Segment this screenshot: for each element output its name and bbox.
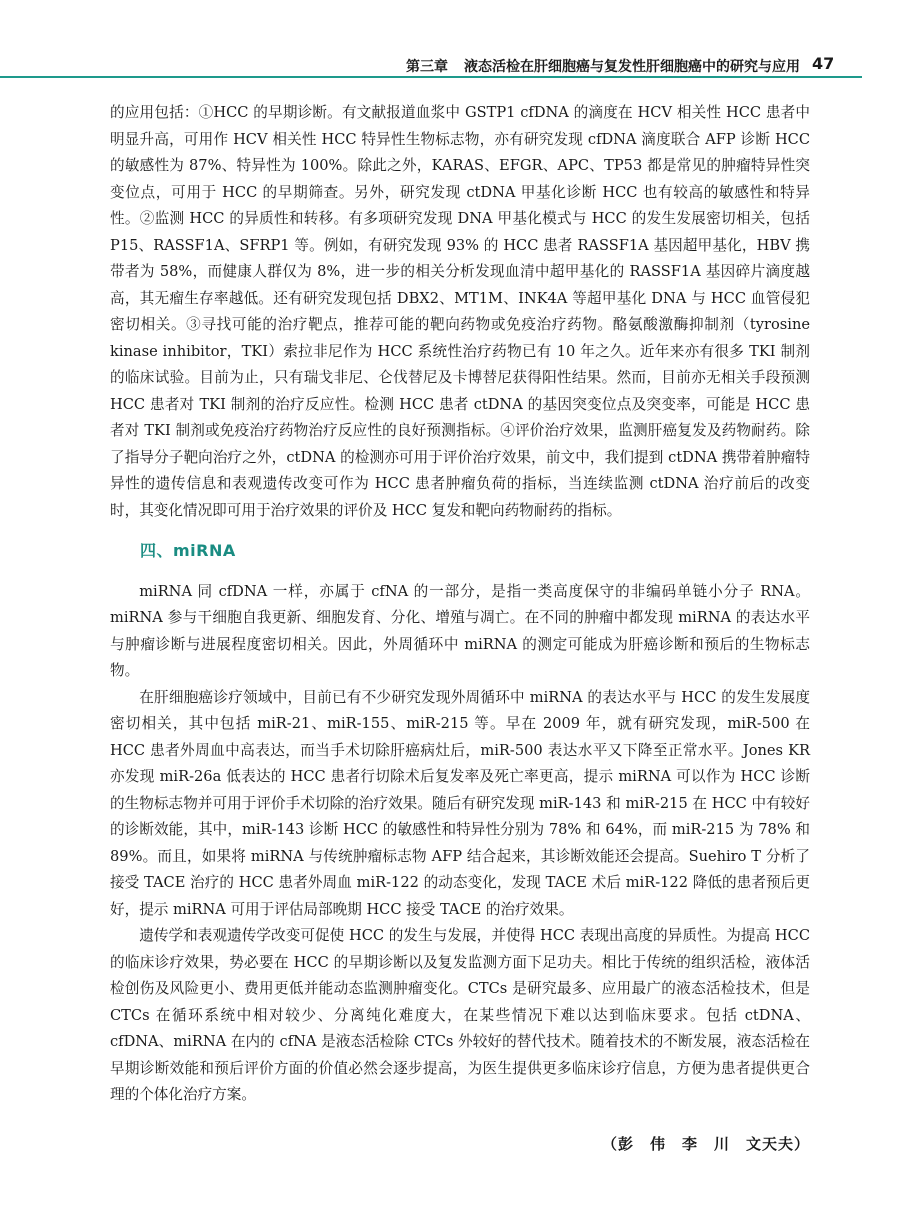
chapter-title: 液态活检在肝细胞癌与复发性肝细胞癌中的研究与应用 bbox=[464, 59, 800, 75]
running-head bbox=[200, 56, 800, 76]
header-rule bbox=[0, 76, 862, 78]
paragraph: 遗传学和表观遗传学改变可促使 HCC 的发生与发展，并使得 HCC 表现出高度的异质性。为提高 HCC 的临床诊疗效果，势必要在 HCC 的早期诊断以及复发监测方面下足功夫。相比于传统的组织活检，液体活检创伤及风险更小、费用更低并能动态监测肿瘤变化。CTCs 是研究最多、应用最广的液态活检技术，但是 CTCs 在循环系统中相对较少、分离纯化难度大，在某些情况下难以达到临床要求。包括 ctDNA、cfDNA、miRNA 在内的 cfNA 是液态活检除 CTCs 外较好的替代技术。随着技术的不断发展，液态活检在早期诊断效能和预后评价方面的价值必然会逐步提高，为医生提供更多临床诊疗信息，方便为患者提供更合理的个体化治疗方案。 bbox=[110, 927, 810, 1103]
page-header bbox=[0, 0, 900, 78]
body-text bbox=[110, 100, 810, 1157]
author-credits: （彭 伟 李 川 文天夫） bbox=[601, 1134, 810, 1153]
chapter-label: 第三章 bbox=[406, 59, 448, 75]
paragraph: miRNA 同 cfDNA 一样，亦属于 cfNA 的一部分，是指一类高度保守的非编码单链小分子 RNA。miRNA 参与干细胞自我更新、细胞发育、分化、增殖与凋亡。在不同的肿瘤中都发现 miRNA 的表达水平与肿瘤诊断与进展程度密切相关。因此，外周循环中 miRNA 的测定可能成为肝癌诊断和预后的生物标志物。 bbox=[110, 582, 810, 679]
page-number: 47 bbox=[812, 54, 835, 73]
section-heading: 四、miRNA bbox=[140, 541, 236, 560]
paragraph: 在肝细胞癌诊疗领域中，目前已有不少研究发现外周循环中 miRNA 的表达水平与 HCC 的发生发展度密切相关，其中包括 miR-21、miR-155、miR-215 等。早在 2009 年，就有研究发现，miR-500 在 HCC 患者外周血中高表达，而当手术切除肝癌病灶后，miR-500 表达水平又下降至正常水平。Jones KR 亦发现 miR-26a 低表达的 HCC 患者行切除术后复发率及死亡率更高，提示 miRNA 可以作为 HCC 诊断的生物标志物并可用于评价手术切除的治疗效果。随后有研究发现 miR-143 和 miR-215 在 HCC 中有较好的诊断效能，其中，miR-143 诊断 HCC 的敏感性和特异性分别为 78% 和 64%，而 miR-215 为 78% 和 89%。而且，如果将 miRNA 与传统肿瘤标志物 AFP 结合起来，其诊断效能还会提高。Suehiro T 分析了接受 TACE 治疗的 HCC 患者外周血 miR-122 的动态变化，发现 TACE 术后 miR-122 降低的患者预后更好，提示 miRNA 可用于评估局部晚期 HCC 接受 TACE 的治疗效果。 bbox=[110, 688, 810, 918]
paragraph: 的应用包括：①HCC 的早期诊断。有文献报道血浆中 GSTP1 cfDNA 的滴度在 HCV 相关性 HCC 患者中明显升高，可用作 HCV 相关性 HCC 特异性生物标志物，亦有研究发现 cfDNA 滴度联合 AFP 诊断 HCC 的敏感性为 87%、特异性为 100%。除此之外，KARAS、EFGR、APC、TP53 都是常见的肿瘤特异性突变位点，可用于 HCC 的早期筛查。另外，研究发现 ctDNA 甲基化诊断 HCC 也有较高的敏感性和特异性。②监测 HCC 的异质性和转移。有多项研究发现 DNA 甲基化模式与 HCC 的发生发展密切相关，包括 P15、RASSF1A、SFRP1 等。例如，有研究发现 93% 的 HCC 患者 RASSF1A 基因超甲基化，HBV 携带者为 58%，而健康人群仅为 8%，进一步的相关分析发现血清中超甲基化的 RASSF1A 基因碎片滴度越高，其无瘤生存率越低。还有研究发现包括 DBX2、MT1M、INK4A 等超甲基化 DNA 与 HCC 血管侵犯密切相关。③寻找可能的治疗靶点，推荐可能的靶向药物或免疫治疗药物。酪氨酸激酶抑制剂（tyrosine kinase inhibitor，TKI）索拉非尼作为 HCC 系统性治疗药物已有 10 年之久。近年来亦有很多 TKI 制剂的临床试验。目前为止，只有瑞戈非尼、仑伐替尼及卡博替尼获得阳性结果。然而，目前亦无相关手段预测 HCC 患者对 TKI 制剂的治疗反应性。检测 HCC 患者 ctDNA 的基因突变位点及突变率，可能是 HCC 患者对 TKI 制剂或免疫治疗药物治疗反应性的良好预测指标。④评价治疗效果，监测肝癌复发及药物耐药。除了指导分子靶向治疗之外，ctDNA 的检测亦可用于评价治疗效果，前文中，我们提到 ctDNA 携带着肿瘤特异性的遗传信息和表观遗传改变可作为 HCC 患者肿瘤负荷的指标，当连续监测 ctDNA 治疗前后的改变时，其变化情况即可用于治疗效果的评价及 HCC 复发和靶向药物耐药的指标。 bbox=[110, 104, 810, 519]
